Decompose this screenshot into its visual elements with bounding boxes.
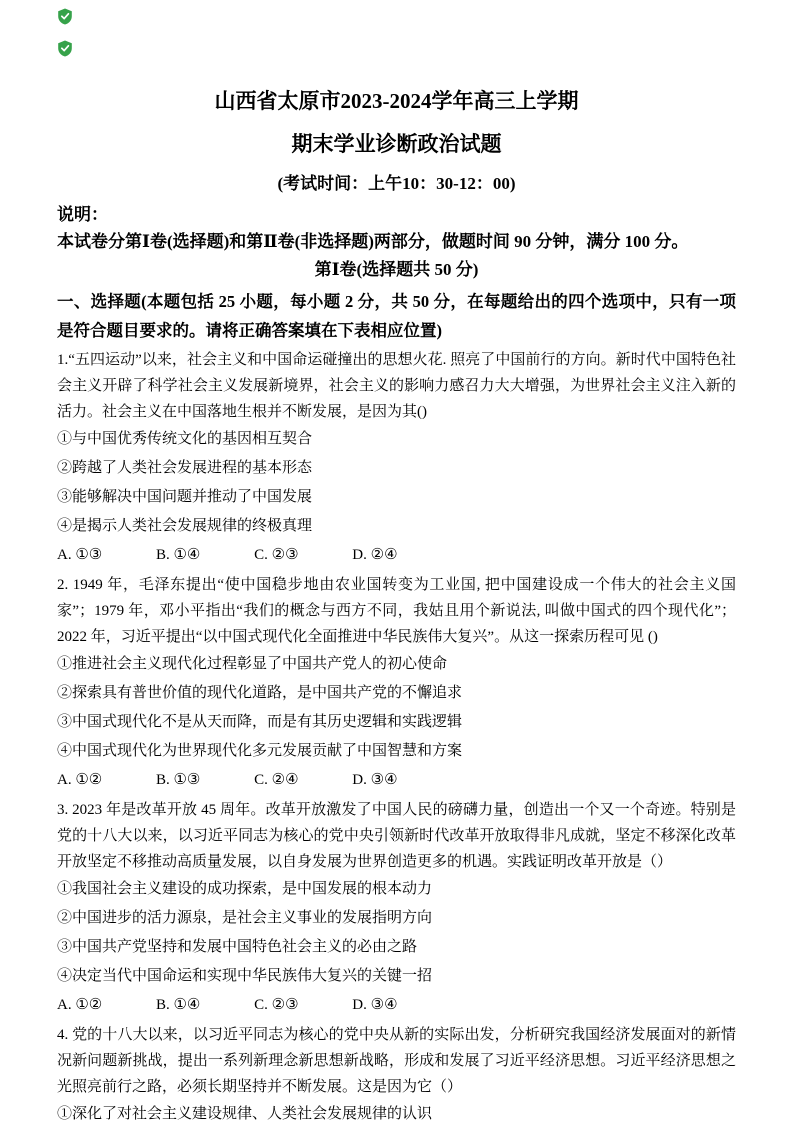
exam-title-line2: 期末学业诊断政治试题	[291, 132, 502, 156]
question-2-option-b: B. ①③	[155, 772, 201, 788]
question-2-options	[57, 766, 736, 795]
question-3-option-b: B. ①④	[155, 997, 201, 1013]
question-1-item-3: ③能够解决中国问题并推动了中国发展	[57, 489, 313, 505]
question-1-options	[57, 541, 736, 570]
question-3-item-3: ③中国共产党坚持和发展中国特色社会主义的必由之路	[57, 939, 418, 955]
question-2-item-4: ④中国式现代化为世界现代化多元发展贡献了中国智慧和方案	[57, 743, 463, 759]
question-4	[57, 1022, 736, 1122]
question-1-item-1: ①与中国优秀传统文化的基因相互契合	[57, 431, 313, 447]
green-shield-check-icon	[57, 8, 73, 25]
question-2-stem: 2. 1949 年，毛泽东提出“使中国稳步地由农业国转变为工业国, 把中国建设成一个伟大的社会主义国家”；1979 年，邓小平指出“我们的概念与西方不同，我姑且用个新说法, 叫做中国式的四个现代化”；2022 年，习近平提出“以中国式现代化全面推进中华民族伟大复兴”。从这一探索历程可见 ()	[57, 577, 736, 645]
question-1-item-2: ②跨越了人类社会发展进程的基本形态	[57, 460, 313, 476]
question-4-stem: 4. 党的十八大以来，以习近平同志为核心的党中央从新的实际出发，分析研究我国经济发展面对的新情况新问题新挑战，提出一系列新理念新思想新战略，形成和发展了习近平经济思想。习近平经济思想之光照亮前行之路，必须长期坚持并不断发展。这是因为它（）	[57, 1027, 736, 1095]
question-1-option-c: C. ②③	[254, 547, 299, 563]
question-3-option-d: D. ③④	[352, 997, 398, 1013]
question-2-option-c: C. ②④	[254, 772, 299, 788]
question-2-item-1: ①推进社会主义现代化过程彰显了中国共产党人的初心使命	[57, 656, 448, 672]
question-3-options	[57, 991, 736, 1020]
notes-label: 说明：	[57, 205, 108, 224]
question-3-item-2: ②中国进步的活力源泉，是社会主义事业的发展指明方向	[57, 910, 433, 926]
question-2-option-d: D. ③④	[352, 772, 398, 788]
exam-time: (考试时间：上午10：30-12：00)	[277, 174, 516, 193]
question-1-item-4: ④是揭示人类社会发展规律的终极真理	[57, 518, 313, 534]
question-4-item-1: ①深化了对社会主义建设规律、人类社会发展规律的认识	[57, 1106, 433, 1122]
exam-title-line1: 山西省太原市2023-2024学年高三上学期	[214, 89, 579, 113]
question-1-stem: 1.“五四运动”以来，社会主义和中国命运碰撞出的思想火花. 照亮了中国前行的方向。新时代中国特色社会主义开辟了科学社会主义发展新境界，社会主义的影响力感召力大大增强，为世界社会主义注入新的活力。社会主义在中国落地生根并不断发展，是因为其()	[57, 352, 736, 420]
question-2-item-2: ②探索具有普世价值的现代化道路，是中国共产党的不懈追求	[57, 685, 463, 701]
question-1	[57, 347, 736, 570]
section-intro: 一、选择题(本题包括 25 小题，每小题 2 分，共 50 分，在每题给出的四个选项中，只有一项是符合题目要求的。请将正确答案填在下表相应位置)	[57, 292, 736, 340]
green-shield-check-icon	[57, 40, 73, 57]
section-title: 第Ⅰ卷(选择题共 50 分)	[314, 260, 479, 279]
question-3-stem: 3. 2023 年是改革开放 45 周年。改革开放激发了中国人民的磅礴力量，创造出一个又一个奇迹。特别是党的十八大以来，以习近平同志为核心的党中央引领新时代改革开放取得非凡成就，坚定不移深化改革开放坚定不移推动高质量发展，以自身发展为世界创造更多的机遇。实践证明改革开放是（）	[57, 802, 736, 870]
question-2-option-a: A. ①②	[57, 772, 103, 788]
question-2-item-3: ③中国式现代化不是从天而降，而是有其历史逻辑和实践逻辑	[57, 714, 463, 730]
question-3-item-4: ④决定当代中国命运和实现中华民族伟大复兴的关键一招	[57, 968, 433, 984]
question-3-option-a: A. ①②	[57, 997, 103, 1013]
notes-body: 本试卷分第Ⅰ卷(选择题)和第Ⅱ卷(非选择题)两部分，做题时间 90 分钟，满分 100 分。	[57, 232, 689, 251]
question-1-option-a: A. ①③	[57, 547, 103, 563]
question-2	[57, 572, 736, 795]
question-1-option-d: D. ②④	[352, 547, 398, 563]
question-3-option-c: C. ②③	[254, 997, 299, 1013]
question-3	[57, 797, 736, 1020]
page-badges	[57, 8, 73, 57]
question-1-option-b: B. ①④	[155, 547, 201, 563]
question-3-item-1: ①我国社会主义建设的成功探索，是中国发展的根本动力	[57, 881, 433, 897]
